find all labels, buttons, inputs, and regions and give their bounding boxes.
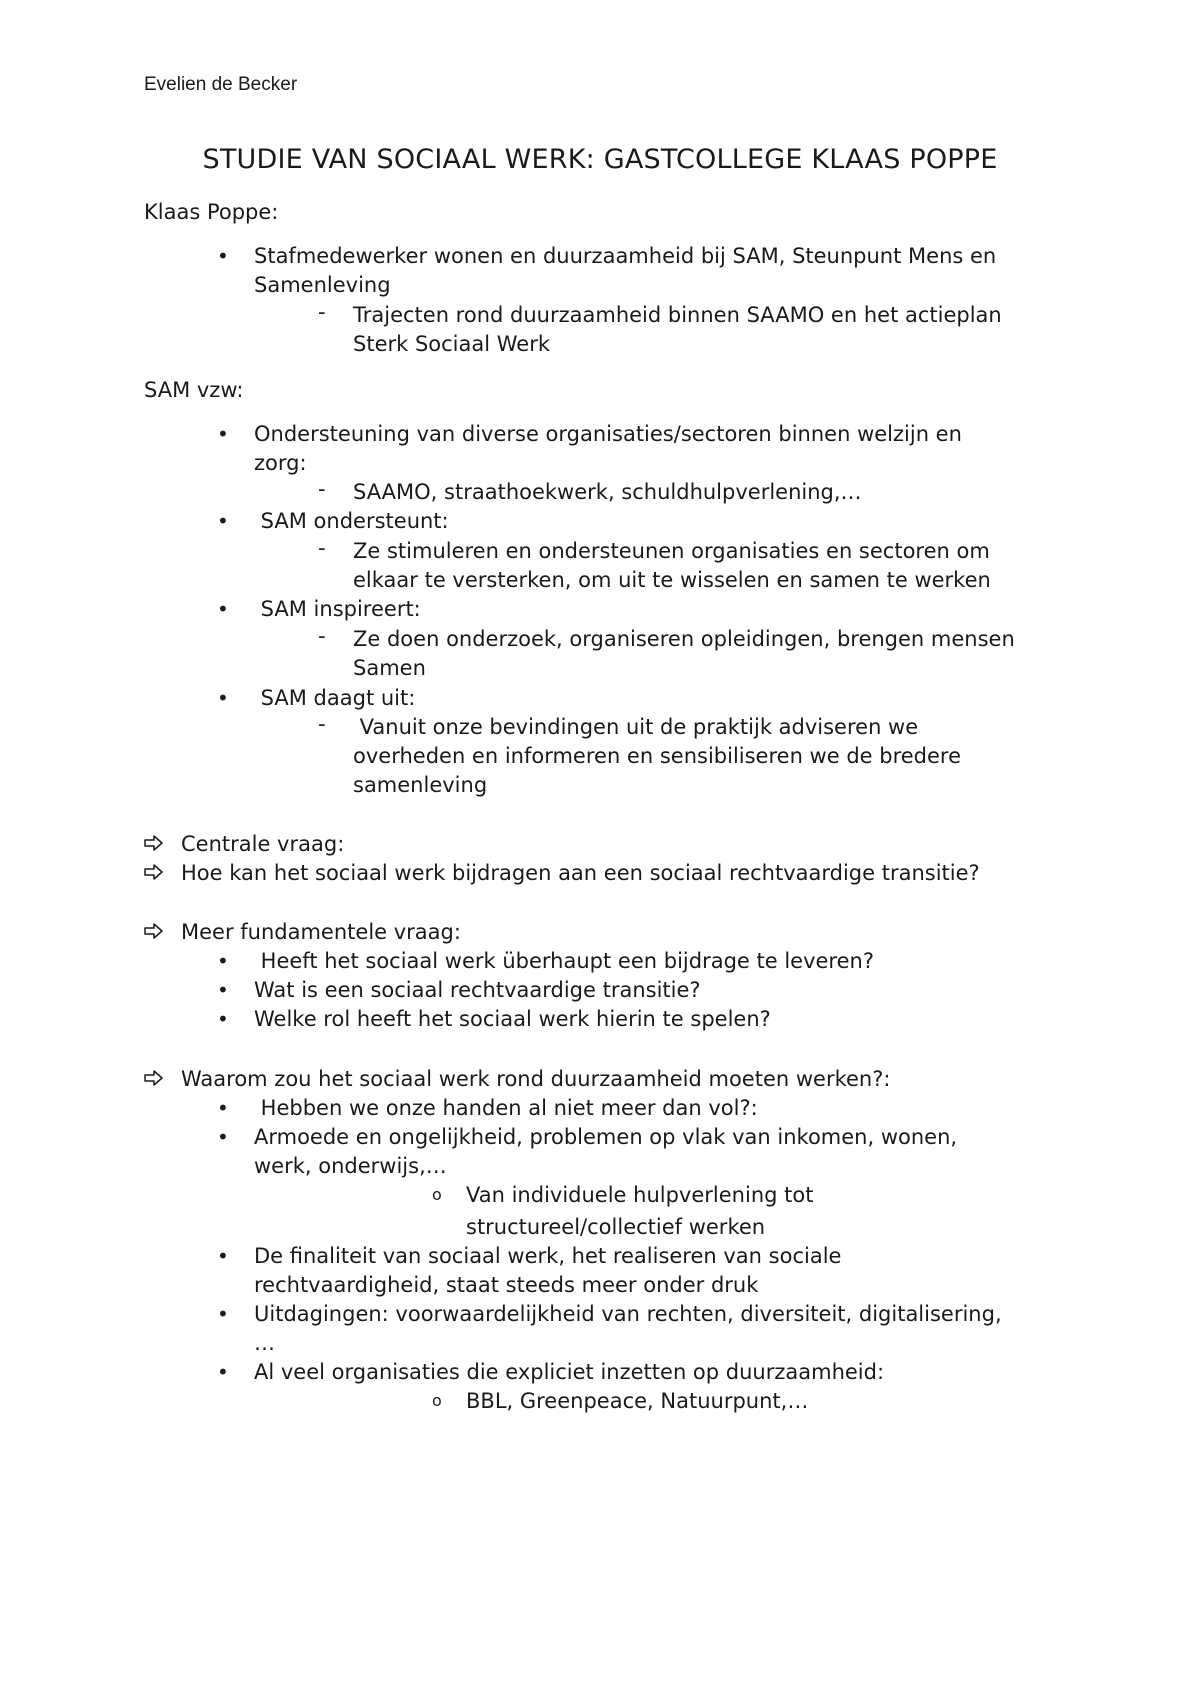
why-bullet-2-line-2: werk, onderwijs,… (254, 1154, 447, 1178)
bullet-marker: • (217, 1360, 229, 1384)
why-bullet-2-sub-line-1: Van individuele hulpverlening tot (466, 1183, 814, 1207)
sam-bullet-2-sub-line-2: elkaar te versterken, om uit te wisselen en samen te werken (353, 568, 991, 592)
sam-bullet-1-sub: SAAMO, straathoekwerk, schuldhulpverlening,… (353, 480, 862, 504)
why-bullet-3-line-1: De finaliteit van sociaal werk, het realiseren van sociale (254, 1244, 842, 1268)
sam-bullet-3: SAM inspireert: (254, 597, 421, 621)
dash-marker: - (318, 712, 326, 736)
arrow-right-icon (144, 835, 164, 851)
sam-bullet-3-sub-line-2: Samen (353, 656, 426, 680)
central-question-label: Centrale vraag: (181, 832, 345, 856)
poppe-bullet-1-line-1: Stafmedewerker wonen en duurzaamheid bij SAM, Steunpunt Mens en (254, 244, 997, 268)
bullet-marker: • (217, 686, 229, 710)
sam-bullet-2: SAM ondersteunt: (254, 509, 449, 533)
bullet-marker: • (217, 509, 229, 533)
fundamental-bullet-2: Wat is een sociaal rechtvaardige transitie? (254, 978, 701, 1002)
why-bullet-4-line-1: Uitdagingen: voorwaardelijkheid van rechten, diversiteit, digitalisering, (254, 1302, 1002, 1326)
bullet-marker: • (217, 949, 229, 973)
why-bullet-2-sub-line-2: structureel/collectief werken (466, 1215, 766, 1239)
arrow-right-icon (144, 864, 164, 880)
sam-bullet-4-sub-line-3: samenleving (353, 773, 488, 797)
fundamental-bullet-1: Heeft het sociaal werk überhaupt een bijdrage te leveren? (254, 949, 874, 973)
fundamental-bullet-3: Welke rol heeft het sociaal werk hierin te spelen? (254, 1007, 771, 1031)
dash-marker: - (318, 477, 326, 501)
sam-bullet-1-line-1: Ondersteuning van diverse organisaties/sectoren binnen welzijn en (254, 422, 962, 446)
why-bullet-1: Hebben we onze handen al niet meer dan vol?: (254, 1096, 758, 1120)
why-bullet-5-sub: BBL, Greenpeace, Natuurpunt,… (466, 1389, 809, 1413)
why-bullet-5: Al veel organisaties die expliciet inzetten op duurzaamheid: (254, 1360, 885, 1384)
poppe-sub-1-line-2: Sterk Sociaal Werk (353, 332, 551, 356)
why-bullet-4-line-2: … (254, 1331, 275, 1355)
poppe-bullet-1-line-2: Samenleving (254, 273, 391, 297)
poppe-sub-1-line-1: Trajecten rond duurzaamheid binnen SAAMO en het actieplan (353, 303, 1002, 327)
circle-marker: o (432, 1391, 442, 1410)
circle-marker: o (432, 1185, 442, 1204)
bullet-marker: • (217, 597, 229, 621)
author-name: Evelien de Becker (144, 74, 298, 95)
arrow-right-icon (144, 1070, 164, 1086)
why-bullet-2-line-1: Armoede en ongelijkheid, problemen op vlak van inkomen, wonen, (254, 1125, 958, 1149)
section-heading-sam: SAM vzw: (144, 378, 244, 402)
sam-bullet-1-line-2: zorg: (254, 451, 307, 475)
sam-bullet-4: SAM daagt uit: (254, 686, 416, 710)
dash-marker: - (318, 624, 326, 648)
bullet-marker: • (217, 978, 229, 1002)
central-question-text: Hoe kan het sociaal werk bijdragen aan een sociaal rechtvaardige transitie? (181, 861, 980, 885)
bullet-marker: • (217, 244, 229, 268)
arrow-right-icon (144, 923, 164, 939)
sam-bullet-3-sub-line-1: Ze doen onderzoek, organiseren opleidingen, brengen mensen (353, 627, 1015, 651)
sam-bullet-4-sub-line-1: Vanuit onze bevindingen uit de praktijk adviseren we (353, 715, 919, 739)
bullet-marker: • (217, 1244, 229, 1268)
bullet-marker: • (217, 422, 229, 446)
bullet-marker: • (217, 1125, 229, 1149)
bullet-marker: • (217, 1302, 229, 1326)
section-heading-poppe: Klaas Poppe: (144, 200, 279, 224)
sam-bullet-4-sub-line-2: overheden en informeren en sensibiliseren we de bredere (353, 744, 962, 768)
bullet-marker: • (217, 1007, 229, 1031)
dash-marker: - (318, 300, 326, 324)
sam-bullet-2-sub-line-1: Ze stimuleren en ondersteunen organisaties en sectoren om (353, 539, 990, 563)
why-bullet-3-line-2: rechtvaardigheid, staat steeds meer onder druk (254, 1273, 759, 1297)
why-question-label: Waarom zou het sociaal werk rond duurzaamheid moeten werken?: (181, 1067, 891, 1091)
dash-marker: - (318, 536, 326, 560)
bullet-marker: • (217, 1096, 229, 1120)
document-title: STUDIE VAN SOCIAAL WERK: GASTCOLLEGE KLAAS POPPE (202, 144, 998, 175)
fundamental-question-label: Meer fundamentele vraag: (181, 920, 461, 944)
